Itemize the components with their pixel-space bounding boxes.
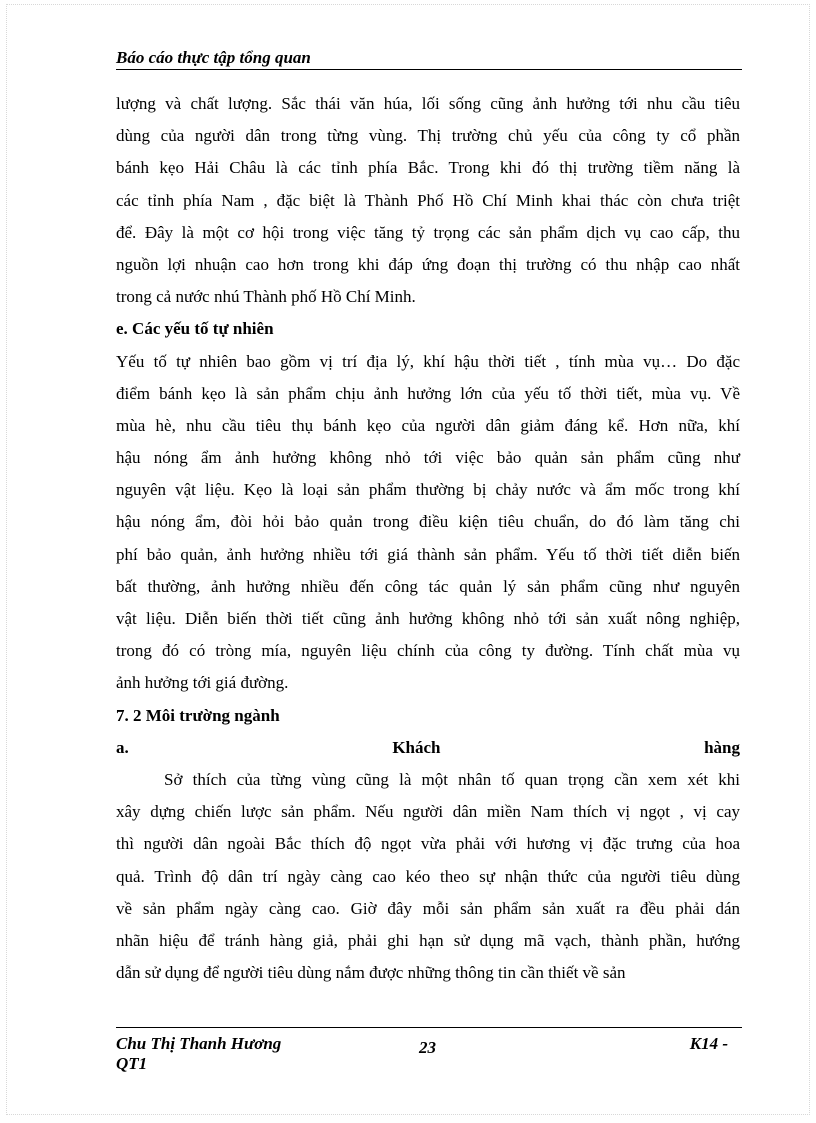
text-line: dẫn sử dụng để người tiêu dùng nắm được những thông tin cần thiết về sản — [116, 963, 626, 983]
text-line: quả. Trình độ dân trí ngày càng cao kéo theo sự nhận thức của người tiêu dùng — [116, 866, 740, 886]
footer-course: K14 - — [689, 1034, 728, 1053]
footer-author — [116, 1034, 316, 1074]
text-line: các tỉnh phía Nam , đặc biệt là Thành Phố Hồ Chí Minh khai thác còn chưa triệt — [116, 190, 740, 210]
text-line: bất thường, ảnh hưởng nhiều đến công tác quản lý sản phẩm cũng như nguyên — [116, 576, 740, 596]
footer-author-name: Chu Thị Thanh Hương — [116, 1034, 282, 1053]
text-line: Yếu tố tự nhiên bao gồm vị trí địa lý, khí hậu thời tiết , tính mùa vụ… Do đặc — [116, 351, 740, 371]
text-line: Sở thích của từng vùng cũng là một nhân tố quan trọng cần xem xét khi — [164, 769, 740, 789]
text-line: nhãn hiệu để tránh hàng giả, phải ghi hạn sử dụng mã vạch, thành phần, hướng — [116, 930, 740, 950]
text-line: về sản phẩm ngày càng cao. Giờ đây mỗi sản phẩm sản xuất ra đều phải dán — [116, 898, 740, 918]
text-line: xây dựng chiến lược sản phẩm. Nếu người dân miền Nam thích vị ngọt , vị cay — [116, 802, 740, 822]
footer-author-class: QT1 — [116, 1054, 148, 1073]
running-header: Báo cáo thực tập tổng quan — [116, 48, 742, 70]
text-line: vật liệu. Diễn biến thời tiết cũng ảnh hưởng không nhỏ tới sản xuất nông nghiệp, — [116, 609, 740, 628]
page-number: 23 — [419, 1038, 436, 1057]
text-line: điểm bánh kẹo là sản phẩm chịu ảnh hưởng lớn của yếu tố thời tiết, mùa vụ. Về — [116, 383, 740, 403]
section-heading: e. Các yếu tố tự nhiên — [116, 319, 274, 339]
text-line: trong cả nước nhú Thành phố Hồ Chí Minh. — [116, 287, 416, 307]
text-line: mùa hè, nhu cầu tiêu thụ bánh kẹo của người dân giảm đáng kể. Hơn nữa, khí — [116, 415, 740, 435]
text-line: dùng của người dân trong từng vùng. Thị trường chủ yếu của công ty cổ phần — [116, 126, 740, 146]
text-line: ảnh hưởng tới giá đường. — [116, 673, 289, 693]
footer-rule — [116, 1027, 742, 1028]
text-line: thì người dân ngoài Bắc thích độ ngọt vừa phải với hương vị đặc trưng của hoa — [116, 834, 740, 854]
text-line: bánh kẹo Hải Châu là các tỉnh phía Bắc. Trong khi đó thị trường tiềm năng là — [116, 158, 740, 178]
document-body — [116, 88, 740, 989]
text-line: trong đó có tròng mía, nguyên liệu chính của công ty đường. Tính chất mùa vụ — [116, 641, 740, 661]
section-heading: a. Khách hàng — [116, 737, 740, 757]
text-line: phí bảo quản, ảnh hưởng nhiều tới giá thành sản phẩm. Yếu tố thời tiết diễn biến — [116, 544, 740, 564]
text-line: nguyên vật liệu. Kẹo là loại sản phẩm thường bị chảy nước và ẩm mốc trong khí — [116, 480, 740, 500]
text-line: nguồn lợi nhuận cao hơn trong khi đáp ứng đoạn thị trường có thu nhập cao nhất — [116, 254, 740, 274]
text-line: hậu nóng ẩm ảnh hưởng không nhỏ tới việc bảo quản sản phẩm cũng như — [116, 448, 740, 468]
text-line: để. Đây là một cơ hội trong việc tăng tỷ trọng các sản phẩm dịch vụ cao cấp, thu — [116, 222, 740, 242]
text-line: lượng và chất lượng. Sắc thái văn húa, lối sống cũng ảnh hưởng tới nhu cầu tiêu — [116, 94, 740, 113]
section-heading: 7. 2 Môi trường ngành — [116, 705, 280, 725]
text-line: hậu nóng ẩm, đòi hỏi bảo quản trong điều kiện tiêu chuẩn, do đó làm tăng chi — [116, 512, 740, 532]
